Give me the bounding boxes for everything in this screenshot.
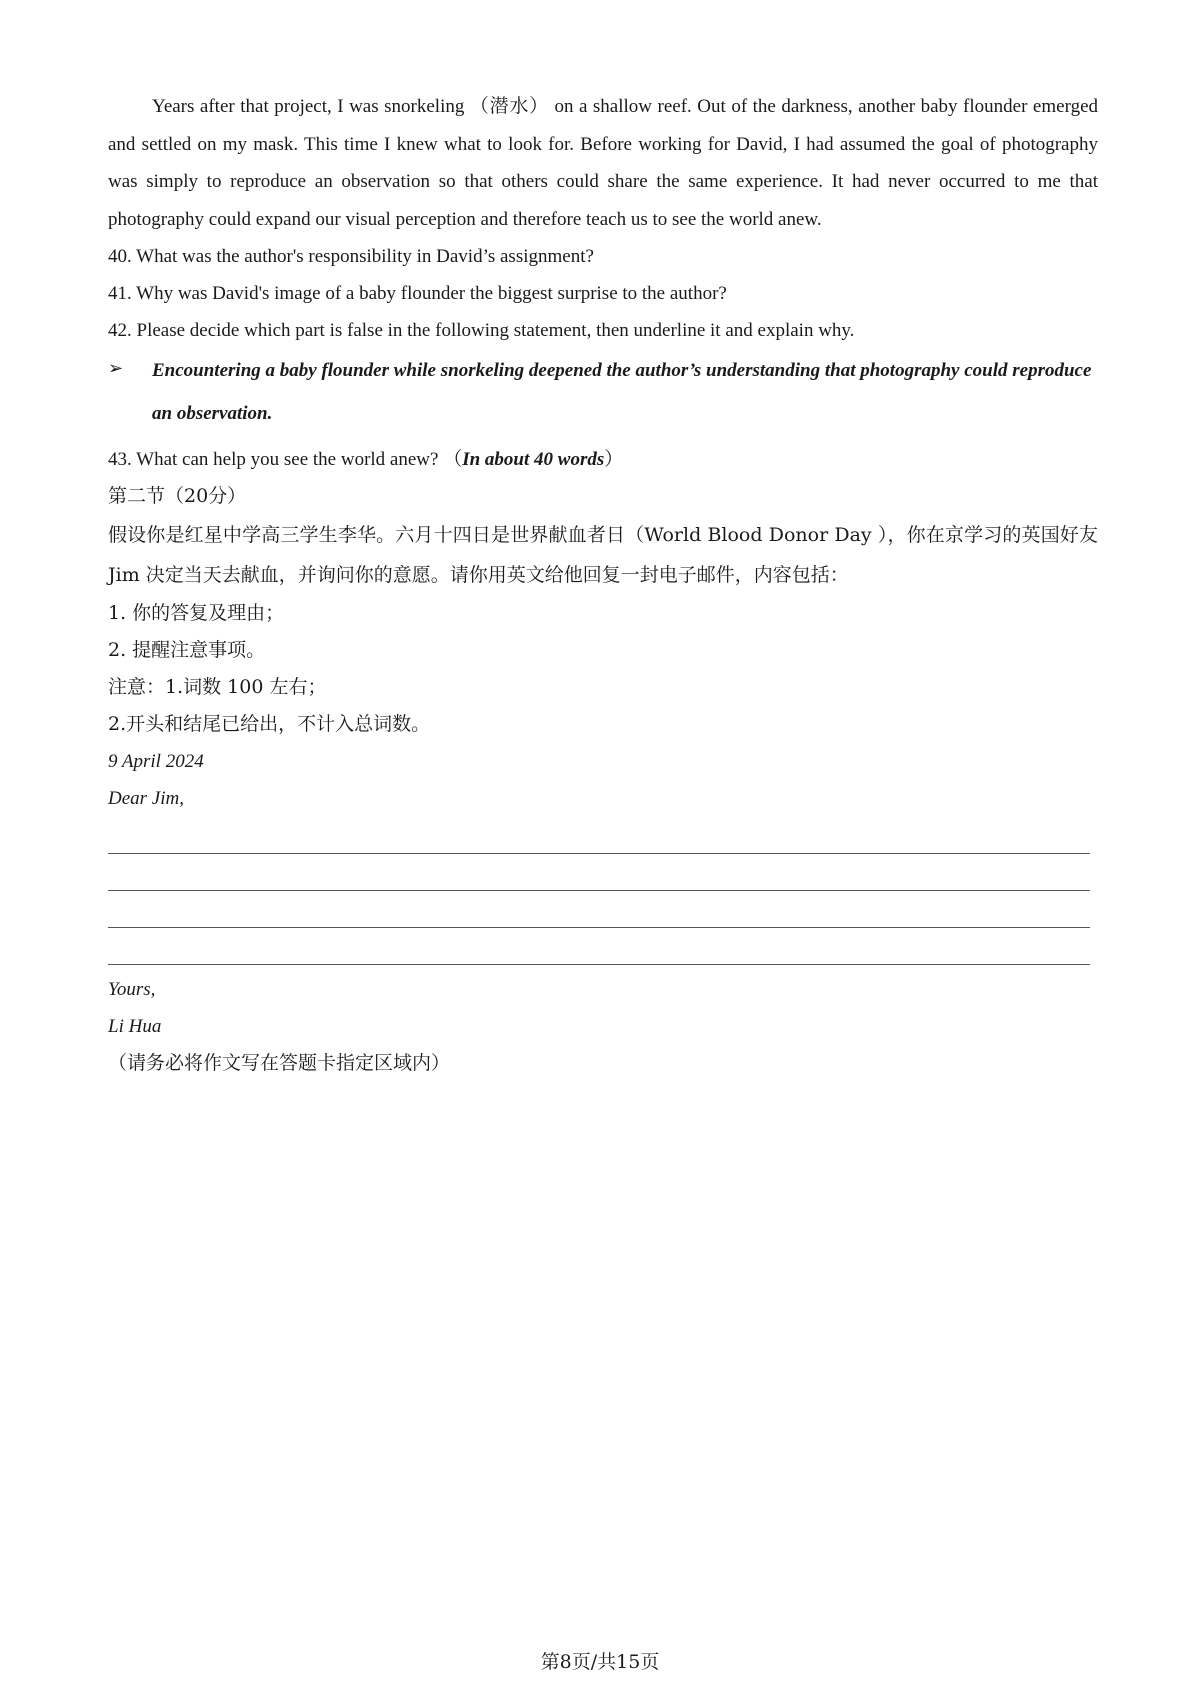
section-2-heading: 第二节（20分） [108, 485, 247, 507]
question-43-hint: In about 40 words [462, 449, 605, 470]
letter-greeting: Dear Jim, [108, 788, 184, 809]
passage-paragraph: Years after that project, I was snorkeling （潜水） on a shallow reef. Out of the darkness, another baby flounder emerged and settled on my mask. This time I knew what to look for. Before working for David, I had assumed the goal of photography was simply to reproduce an observation so that others could share the same experience. It had never occurred to me that photography could expand our visual perception and therefore teach us to see the world anew. [108, 96, 1098, 230]
question-43-paren-close: ） [604, 448, 624, 470]
section-2-note-2: 2.开头和结尾已给出，不计入总词数。 [108, 713, 431, 735]
letter-signature: Li Hua [108, 1016, 162, 1037]
section-2-item-2: 2. 提醒注意事项。 [108, 639, 266, 661]
exam-page [108, 88, 1098, 1082]
section-2-note-1: 注意：1.词数 100 左右； [108, 676, 327, 698]
question-42-statement-text: Encountering a baby flounder while snorkeling deepened the author’s understanding that photography could reproduce an observation. [152, 360, 1092, 424]
letter-closing: Yours, [108, 979, 156, 1000]
question-41: 41. Why was David's image of a baby flounder the biggest surprise to the author? [108, 283, 727, 304]
question-43-text: 43. What can help you see the world anew? [108, 449, 439, 470]
question-43 [108, 441, 1098, 478]
arrow-bullet-icon: ➢ [108, 358, 124, 379]
writing-line[interactable] [108, 928, 1090, 965]
writing-line[interactable] [108, 891, 1090, 928]
writing-line[interactable] [108, 817, 1090, 854]
question-42: 42. Please decide which part is false in the following statement, then underline it and explain why. [108, 320, 855, 341]
question-43-paren-open: （ [443, 448, 463, 470]
answer-card-reminder: （请务必将作文写在答题卡指定区域内） [108, 1052, 451, 1074]
page-number: 第8页/共15页 [540, 1651, 660, 1673]
question-40: 40. What was the author's responsibility in David’s assignment? [108, 246, 594, 267]
writing-line[interactable] [108, 854, 1090, 891]
section-2-item-1: 1. 你的答复及理由； [108, 602, 285, 624]
letter-date: 9 April 2024 [108, 751, 204, 772]
writing-area[interactable] [108, 817, 1098, 965]
question-42-statement [108, 349, 1098, 435]
section-2-prompt: 假设你是红星中学高三学生李华。六月十四日是世界献血者日（World Blood Donor Day ），你在京学习的英国好友 Jim 决定当天去献血，并询问你的意愿。请你用英文给他回复一封电子邮件，内容包括： [108, 524, 1098, 586]
